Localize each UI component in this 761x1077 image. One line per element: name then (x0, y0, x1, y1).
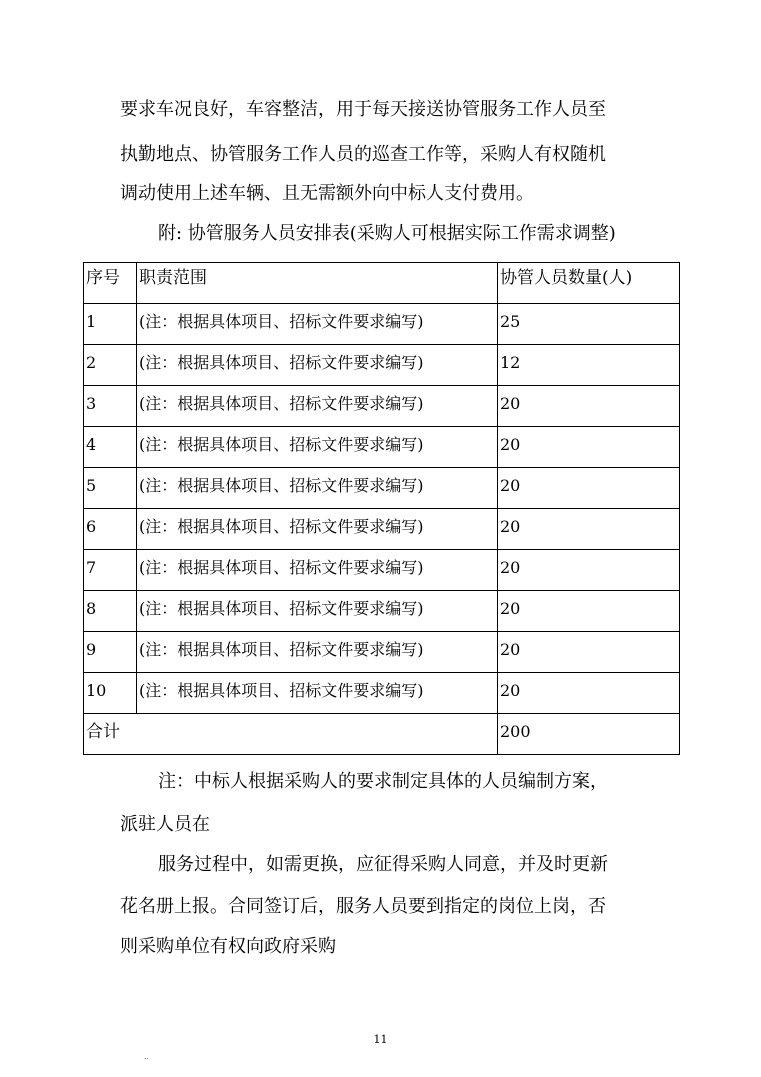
table-row (84, 591, 680, 632)
page-number: 11 (373, 1033, 388, 1046)
row-count-cell: 20 (498, 468, 680, 509)
note-line: 则采购单位有权向政府采购 (120, 936, 336, 957)
total-value-cell: 200 (498, 714, 680, 755)
row-index-cell: 7 (84, 550, 137, 591)
table-row (84, 509, 680, 550)
row-index-cell: 1 (84, 304, 137, 345)
row-duty-cell: (注：根据具体项目、招标文件要求编写) (137, 632, 498, 673)
row-duty-cell: (注：根据具体项目、招标文件要求编写) (137, 591, 498, 632)
table-row (84, 345, 680, 386)
row-index-cell: 10 (84, 673, 137, 714)
row-count-cell: 20 (498, 673, 680, 714)
table-row (84, 550, 680, 591)
total-label-cell: 合计 (84, 714, 498, 755)
note-line: 服务过程中，如需更换，应征得采购人同意，并及时更新 (158, 854, 608, 875)
table-row (84, 468, 680, 509)
row-count-cell: 20 (498, 509, 680, 550)
table-header-row (84, 263, 680, 304)
row-count-cell: 20 (498, 427, 680, 468)
row-duty-cell: (注：根据具体项目、招标文件要求编写) (137, 673, 498, 714)
row-duty-cell: (注：根据具体项目、招标文件要求编写) (137, 550, 498, 591)
footer-marks: .. (144, 1052, 150, 1061)
row-index-cell: 4 (84, 427, 137, 468)
row-duty-cell: (注：根据具体项目、招标文件要求编写) (137, 386, 498, 427)
table-row (84, 386, 680, 427)
table-caption: 附: 协管服务人员安排表(采购人可根据实际工作需求调整) (158, 223, 616, 244)
table-row (84, 632, 680, 673)
row-duty-cell: (注：根据具体项目、招标文件要求编写) (137, 427, 498, 468)
row-count-cell: 12 (498, 345, 680, 386)
row-duty-cell: (注：根据具体项目、招标文件要求编写) (137, 509, 498, 550)
paragraph-line: 调动使用上述车辆、且无需额外向中标人支付费用。 (120, 183, 534, 204)
row-index-cell: 6 (84, 509, 137, 550)
row-index-cell: 5 (84, 468, 137, 509)
header-cell-duty: 职责范围 (137, 263, 498, 304)
row-index-cell: 3 (84, 386, 137, 427)
row-count-cell: 20 (498, 632, 680, 673)
row-duty-cell: (注：根据具体项目、招标文件要求编写) (137, 468, 498, 509)
row-count-cell: 20 (498, 550, 680, 591)
row-count-cell: 20 (498, 386, 680, 427)
row-count-cell: 20 (498, 591, 680, 632)
note-line: 注：中标人根据采购人的要求制定具体的人员编制方案， (158, 771, 608, 792)
table-row (84, 304, 680, 345)
paragraph-line: 要求车况良好，车容整洁，用于每天接送协管服务工作人员至 (120, 99, 606, 120)
row-index-cell: 9 (84, 632, 137, 673)
header-cell-count: 协管人员数量(人) (498, 263, 680, 304)
staff-arrangement-table (83, 262, 680, 755)
row-index-cell: 2 (84, 345, 137, 386)
note-line: 花名册上报。合同签订后，服务人员要到指定的岗位上岗，否 (120, 896, 606, 917)
row-duty-cell: (注：根据具体项目、招标文件要求编写) (137, 304, 498, 345)
table-total-row (84, 714, 680, 755)
note-line: 派驻人员在 (120, 814, 210, 835)
table-row (84, 673, 680, 714)
paragraph-line: 执勤地点、协管服务工作人员的巡查工作等，采购人有权随机 (120, 144, 606, 165)
row-index-cell: 8 (84, 591, 137, 632)
header-cell-index: 序号 (84, 263, 137, 304)
row-count-cell: 25 (498, 304, 680, 345)
table-row (84, 427, 680, 468)
row-duty-cell: (注：根据具体项目、招标文件要求编写) (137, 345, 498, 386)
